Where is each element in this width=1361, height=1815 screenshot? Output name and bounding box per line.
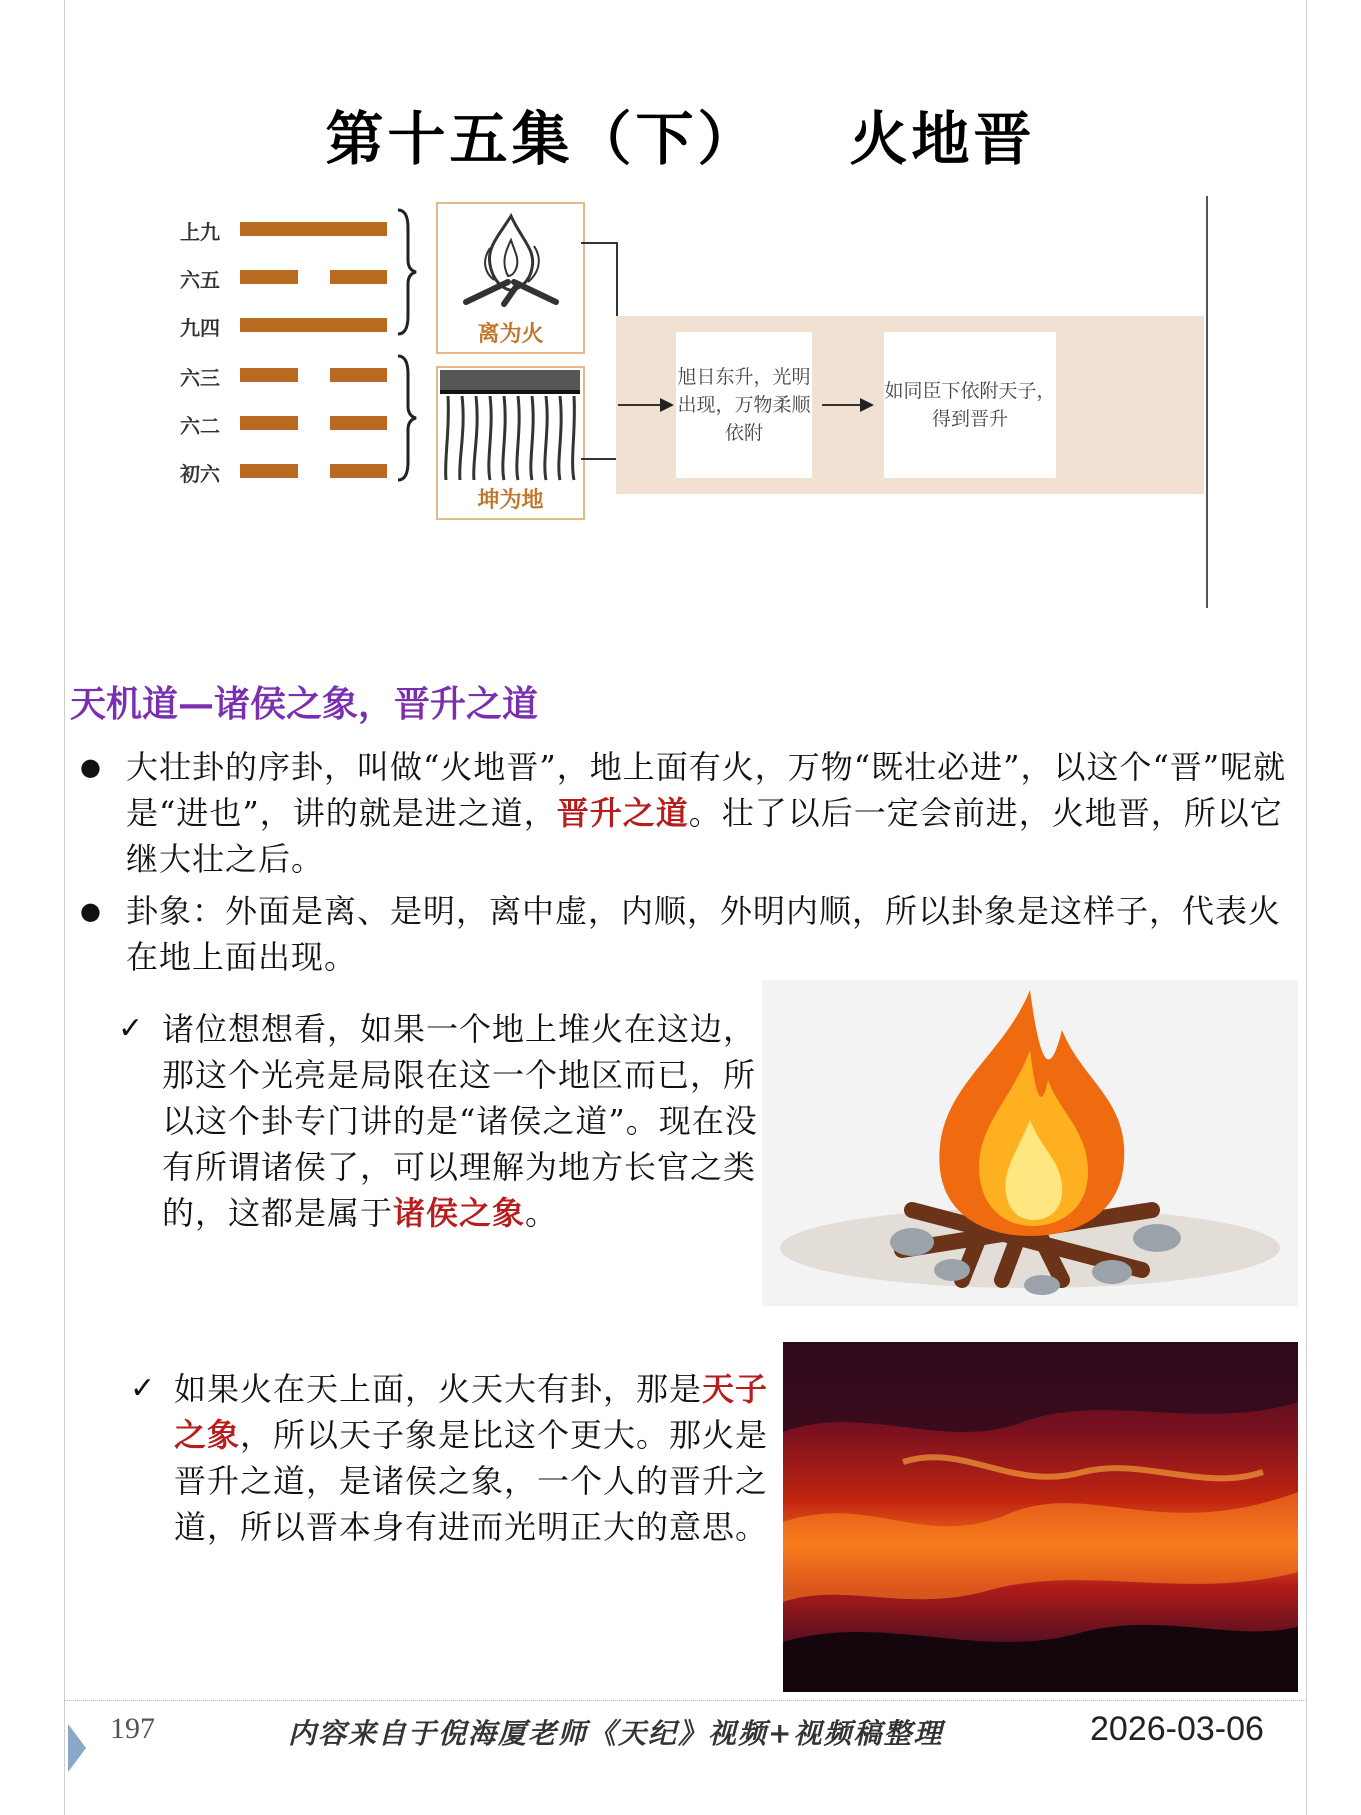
yin-line: [330, 270, 387, 284]
lower-trigram-box: [436, 366, 585, 520]
page-edge-right: [1306, 0, 1307, 1815]
yin-line: [240, 416, 298, 430]
checkmark-icon: ✓: [130, 1371, 157, 1406]
bullet-highlight: 晋升之道: [556, 794, 689, 832]
bullet-text: 大壮卦的序卦，叫做“火地晋”，地上面有火，万物“既壮必进”，以这个“晋”呢就是“进也”，讲的就是进之道，: [126, 748, 1287, 832]
check-item: [130, 1366, 792, 1550]
check-text: 诸位想想看，如果一个地上堆火在这边，那这个光亮是局限在这一个地区而已，所以这个卦专门讲的是“诸侯之道”。现在没有所谓诸侯了，可以理解为地方长官之类的，这都是属于: [162, 1010, 758, 1232]
campfire-illustration: [762, 980, 1298, 1306]
lower-brace: [394, 354, 420, 482]
yin-line: [240, 270, 298, 284]
bullet-dot-icon: ●: [80, 897, 102, 925]
line-label: 九四: [180, 316, 220, 340]
connector: [822, 404, 862, 406]
check-text: 。: [525, 1194, 559, 1232]
page-number: 197: [110, 1712, 155, 1745]
upper-trigram-caption: 离为火: [477, 322, 544, 347]
connector: [618, 404, 662, 406]
connector: [581, 458, 617, 460]
checkmark-icon: ✓: [118, 1011, 145, 1046]
campfire-icon: [762, 980, 1298, 1306]
line-label: 六五: [180, 268, 220, 292]
meaning-text-1: 旭日东升，光明出现，万物柔顺依附: [677, 366, 811, 444]
connector: [581, 242, 617, 244]
yin-line: [330, 416, 387, 430]
arrow-head: [860, 398, 874, 412]
earth-roots-icon: [440, 370, 580, 482]
upper-trigram-box: [436, 202, 585, 354]
footer-date: 2026-03-06: [1090, 1710, 1264, 1748]
arrow-head: [660, 398, 674, 412]
page-title: [0, 92, 1361, 176]
diagram-divider: [1206, 196, 1208, 608]
yin-line: [240, 368, 298, 382]
check-item: [118, 1006, 782, 1236]
bullet-text: 。壮了以后一定会前进，火地晋，所以它继大壮之后。: [126, 794, 1283, 878]
page-edge-left: [64, 0, 65, 1815]
yin-line: [240, 464, 298, 478]
lower-trigram-caption: 坤为地: [477, 488, 544, 513]
check-highlight: 诸侯之象: [393, 1194, 526, 1232]
footer-divider: [64, 1700, 1306, 1701]
bullet-item: [74, 744, 1294, 882]
check-text: ，所以天子象是比这个更大。那火是晋升之道，是诸侯之象，一个人的晋升之道，所以晋本身有进而光明正大的意思。: [174, 1416, 769, 1546]
campfire-sketch-icon: [456, 210, 566, 310]
line-label: 六三: [180, 366, 220, 390]
title-episode: 第十五集（下）: [325, 105, 760, 173]
line-label: 初六: [180, 462, 220, 486]
line-label: 六二: [180, 414, 220, 438]
footer-source: 内容来自于倪海厦老师《天纪》视频+视频稿整理: [288, 1717, 944, 1750]
yin-line: [330, 368, 387, 382]
meaning-box-2: [884, 332, 1056, 478]
fiery-clouds-icon: [783, 1342, 1298, 1692]
meaning-box-1: [676, 332, 812, 478]
title-hexagram: 火地晋: [849, 105, 1036, 173]
hexagram-diagram: [170, 196, 1220, 616]
check-highlight: 天子之象: [174, 1370, 769, 1454]
check-text: 如果火在天上面，火天大有卦，那是: [174, 1370, 703, 1408]
yin-line: [330, 464, 387, 478]
meaning-text-2: 如同臣下依附天子，得到晋升: [884, 380, 1056, 430]
section-heading: 天机道—诸侯之象，晋升之道: [70, 683, 539, 725]
yang-line: [240, 222, 387, 236]
bullet-text: 卦象：外面是离、是明，离中虚，内顺，外明内顺，所以卦象是这样子，代表火在地上面出现。: [126, 892, 1282, 976]
line-label: 上九: [180, 220, 220, 244]
fiery-sky-photo: [783, 1342, 1298, 1692]
bullet-list: [74, 744, 1294, 986]
footer-arrow-icon: [68, 1724, 86, 1772]
upper-brace: [394, 208, 420, 336]
yang-line: [240, 318, 387, 332]
bullet-item: [74, 888, 1294, 980]
bullet-dot-icon: ●: [80, 753, 102, 781]
